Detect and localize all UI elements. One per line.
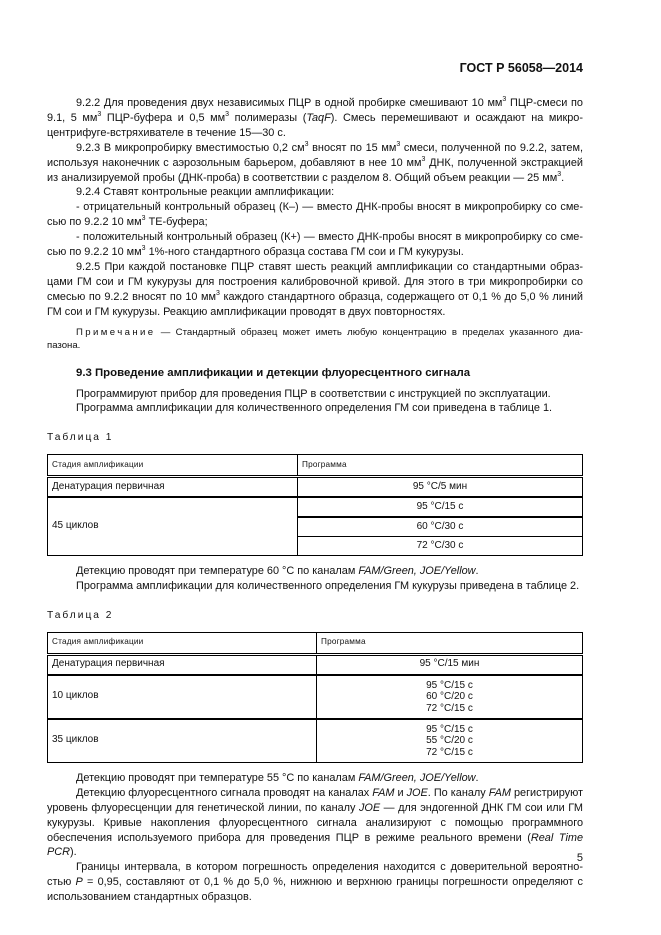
column-header-program: Программа bbox=[317, 632, 583, 654]
detection-note-1: Детекцию проводят при температуре 60 °С по каналам FAM/Green, JOE/Yellow. bbox=[76, 565, 479, 578]
table-header-row bbox=[48, 632, 583, 654]
table-1-caption: Таблица 1 bbox=[47, 432, 114, 444]
table-row: 60 °С/30 с bbox=[48, 517, 583, 537]
table-row: Денатурация первичная 95 °С/15 мин bbox=[48, 654, 583, 675]
column-header-stage: Стадия амплификации bbox=[48, 632, 317, 654]
table-row: 10 циклов 95 °С/15 с 60 °С/20 с 72 °С/15 с bbox=[48, 675, 583, 719]
table-row: 35 циклов 95 °С/15 с 55 °С/20 с 72 °С/15 с bbox=[48, 719, 583, 763]
table-row: 45 циклов 95 °С/15 с bbox=[48, 497, 583, 517]
column-header-stage: Стадия амплификации bbox=[48, 455, 298, 477]
paragraph-9-2-5: 9.2.5 При каждой постановке ПЦР ставят шесть реакций амплификации со стандартными образцами ГМ сои и ГМ кукурузы для построения калибровочной кривой. Для этого в три микропробирки со смесью по 9.2.2 вносят по 10 $мм^3$ каждого стандартного образца, содержащего от 0,1 % до 5,0 % линий ГМ сои и ГМ кукурузы. Реакцию амплификации проводят в двух повторностях. bbox=[47, 260, 583, 318]
bounds-paragraph: Границы интервала, в котором погрешность определения находится с доверительной вероятностью P = 0,95, составляют от 0,1 % до 5,0 %, нижнюю и верхнюю границы погрешности определяют с использованием стандартных образцов. bbox=[47, 861, 583, 904]
paragraph-9-2-3: 9.2.3 В микропробирку вместимостью 0,2 $см^3$ вносят по 15 $мм^3$ смеси, полученной по 9.2.2, затем, используя наконечник с аэрозольным барьером, добавляют в нее 10 $мм^3$ ДНК, полученной экстракцией из анализируемой пробы (ДНК-проба) в соответствии с разделом 8. Общий объем реакции — 25 $мм^3$. bbox=[47, 140, 583, 184]
negative-control-item: - отрицательный контрольный образец (К–) — вместо ДНК-пробы вносят в микропробирку со смесью по 9.2.2 10 $мм^3$ ТЕ-буфера; bbox=[47, 201, 583, 229]
table-row: 72 °С/30 с bbox=[48, 537, 583, 556]
table-1 bbox=[47, 454, 583, 556]
paragraph-9-2-4: 9.2.4 Ставят контрольные реакции амплификации: bbox=[76, 186, 335, 199]
section-9-3-intro-2: Программа амплификации для количественного определения ГМ сои приведена в таблице 1. bbox=[76, 402, 553, 415]
table-2-caption: Таблица 2 bbox=[47, 610, 114, 622]
table-2-reference: Программа амплификации для количественного определения ГМ кукурузы приведена в таблице 2. bbox=[76, 580, 580, 593]
document-code-header: ГОСТ Р 56058—2014 bbox=[459, 61, 583, 75]
page-number: 5 bbox=[576, 852, 583, 864]
column-header-program: Программа bbox=[298, 455, 583, 477]
positive-control-item: - положительный контрольный образец (К+) — вместо ДНК-пробы вносят в микропробирку со смесью по 9.2.2 10 $мм^3$ 1%-ного стандартного образца состава ГМ сои и ГМ кукурузы. bbox=[47, 231, 583, 259]
note: Примечание — Стандартный образец может иметь любую концентрацию в пределах указанного диапазона. bbox=[47, 326, 583, 352]
table-header-row bbox=[48, 455, 583, 477]
table-row: Денатурация первичная 95 °С/5 мин bbox=[48, 477, 583, 498]
table-2 bbox=[47, 632, 583, 763]
section-9-3-intro-1: Программируют прибор для проведения ПЦР в соответствии с инструкцией по эксплуатации. bbox=[76, 387, 551, 400]
detection-note-2: Детекцию проводят при температуре 55 °С по каналам FAM/Green, JOE/Yellow. bbox=[76, 771, 479, 784]
section-9-3-heading: 9.3 Проведение амплификации и детекции флуоресцентного сигнала bbox=[76, 366, 471, 379]
fluorescence-paragraph: Детекцию флуоресцентного сигнала проводят на каналах FAM и JOE. По каналу FAM регистрируют уровень флуоресценции для генетической линии, по каналу JOE — для эндогенной ДНК ГМ сои или ГМ кукурузы. Кривые накопления флуоресцентного сигнала анализируют с помощью программного обеспечения используемого прибора для проведения ПЦР в режиме реального времени (Real Time PCR). bbox=[47, 786, 584, 859]
paragraph-9-2-2: 9.2.2 Для проведения двух независимых ПЦР в одной пробирке смешивают 10 $мм^3$ ПЦР-смеси по 9.1, 5 $мм^3$ ПЦР-буфера и 0,5 $мм^3$ полимеразы (TaqF). Смесь перемешивают и осаждают на микроцентрифуге-встряхивателе в течение 15—30 с. bbox=[47, 96, 584, 139]
note-label: Примечание bbox=[76, 326, 156, 338]
document-body bbox=[47, 96, 583, 905]
